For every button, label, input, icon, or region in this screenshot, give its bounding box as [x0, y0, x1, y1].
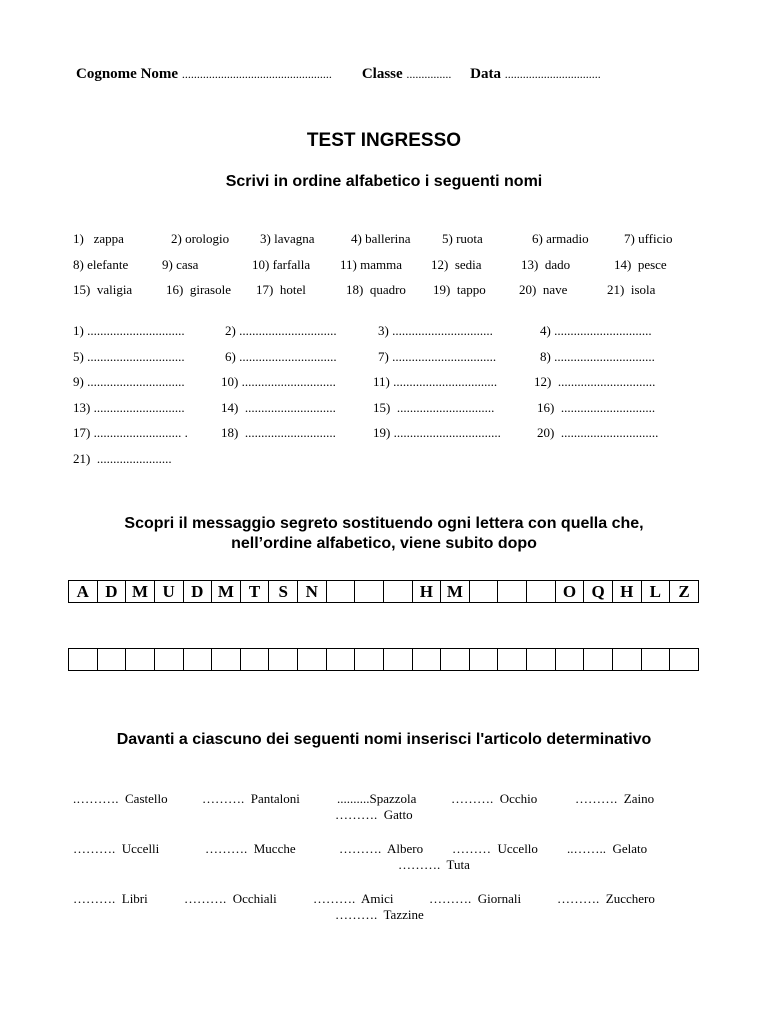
article-item[interactable]: ..…….. Gelato — [567, 841, 648, 856]
word-item: 5) ruota — [442, 231, 483, 246]
answer-letter-cell[interactable] — [641, 649, 670, 671]
article-item[interactable]: ………. Pantaloni — [202, 791, 300, 806]
article-item[interactable]: ………. Occhio — [451, 791, 538, 806]
answer-line[interactable]: 17) ........................... . — [73, 425, 188, 440]
answer-line[interactable]: 2) .............................. — [225, 323, 337, 338]
article-item[interactable]: ………. Occhiali — [184, 891, 277, 906]
date-field[interactable]: ................................ — [504, 67, 601, 81]
answer-line[interactable]: 15) .............................. — [373, 400, 495, 415]
word-item: 15) valigia — [73, 282, 133, 297]
article-item[interactable]: ………. Tuta — [398, 857, 470, 872]
word-item: 21) isola — [607, 282, 656, 297]
answer-line[interactable]: 13) ............................ — [73, 400, 185, 415]
answer-letter-cell[interactable] — [154, 649, 183, 671]
answer-letter-cell[interactable] — [584, 649, 613, 671]
word-item: 1) zappa — [73, 231, 124, 246]
page-title: TEST INGRESSO — [306, 130, 462, 151]
class-label: Classe — [361, 66, 403, 82]
article-item[interactable]: ………. Mucche — [205, 841, 296, 856]
code-letter-cell — [355, 581, 384, 603]
article-item[interactable]: ……… Uccello — [452, 841, 538, 856]
answer-letter-cell[interactable] — [97, 649, 126, 671]
article-item[interactable]: .………. Castello — [73, 791, 168, 806]
word-item: 14) pesce — [614, 257, 667, 272]
section2-heading-line1: Scopri il messaggio segreto sostituendo ogni lettera con quella che, — [124, 515, 644, 532]
word-item: 11) mamma — [340, 257, 402, 272]
word-item: 3) lavagna — [260, 231, 315, 246]
answer-line[interactable]: 14) ............................ — [221, 400, 336, 415]
name-label: Cognome Nome — [76, 66, 179, 82]
coded-message-grid — [68, 580, 699, 603]
answer-letter-cell[interactable] — [555, 649, 584, 671]
answer-letter-cell[interactable] — [298, 649, 327, 671]
word-item: 2) orologio — [171, 231, 230, 246]
answer-line[interactable]: 5) .............................. — [73, 349, 185, 364]
section2-heading — [0, 514, 768, 554]
section2-heading-line2: nell’ordine alfabetico, viene subito dopo — [231, 535, 537, 552]
code-letter-cell: Z — [670, 581, 699, 603]
answer-letter-cell[interactable] — [527, 649, 556, 671]
code-letter-cell: M — [126, 581, 155, 603]
code-letter-cell: N — [298, 581, 327, 603]
code-letter-cell: H — [612, 581, 641, 603]
answer-letter-cell[interactable] — [212, 649, 241, 671]
answer-letter-cell[interactable] — [69, 649, 98, 671]
code-letter-cell: M — [212, 581, 241, 603]
article-item[interactable]: ………. Amici — [313, 891, 394, 906]
code-letter-cell: Q — [584, 581, 613, 603]
answer-line[interactable]: 4) .............................. — [540, 323, 652, 338]
code-letter-cell: T — [240, 581, 269, 603]
answer-line[interactable]: 21) ....................... — [73, 451, 172, 466]
article-item[interactable]: ..........Spazzola — [337, 791, 417, 806]
section1-heading: Scrivi in ordine alfabetico i seguenti nomi — [225, 173, 543, 190]
code-letter-cell: H — [412, 581, 441, 603]
answer-line[interactable]: 6) .............................. — [225, 349, 337, 364]
word-item: 9) casa — [162, 257, 199, 272]
answer-line[interactable]: 1) .............................. — [73, 323, 185, 338]
answer-letter-cell[interactable] — [240, 649, 269, 671]
answer-line[interactable]: 7) ................................ — [378, 349, 497, 364]
class-field[interactable]: ............... — [406, 67, 452, 81]
word-item: 10) farfalla — [252, 257, 311, 272]
article-item[interactable]: ………. Zaino — [575, 791, 655, 806]
answer-line[interactable]: 9) .............................. — [73, 374, 185, 389]
answer-letter-cell[interactable] — [441, 649, 470, 671]
word-item: 4) ballerina — [351, 231, 411, 246]
article-item[interactable]: ………. Uccelli — [73, 841, 160, 856]
answer-letter-cell[interactable] — [326, 649, 355, 671]
code-letter-cell: M — [441, 581, 470, 603]
answer-line[interactable]: 19) ................................. — [373, 425, 501, 440]
answer-letter-cell[interactable] — [498, 649, 527, 671]
code-letter-cell: U — [154, 581, 183, 603]
answer-letter-cell[interactable] — [126, 649, 155, 671]
answer-letter-cell[interactable] — [412, 649, 441, 671]
word-item: 19) tappo — [433, 282, 486, 297]
article-item[interactable]: ………. Giornali — [429, 891, 522, 906]
word-item: 12) sedia — [431, 257, 482, 272]
word-item: 8) elefante — [73, 257, 129, 272]
word-item: 16) girasole — [166, 282, 231, 297]
answer-letter-cell[interactable] — [269, 649, 298, 671]
word-item: 13) dado — [521, 257, 571, 272]
answer-letter-cell[interactable] — [383, 649, 412, 671]
code-letter-cell — [498, 581, 527, 603]
answer-letter-cell[interactable] — [469, 649, 498, 671]
answer-line[interactable]: 8) ............................... — [540, 349, 655, 364]
word-item: 7) ufficio — [624, 231, 673, 246]
answer-letter-cell[interactable] — [183, 649, 212, 671]
code-letter-cell: D — [97, 581, 126, 603]
answer-line[interactable]: 18) ............................ — [221, 425, 336, 440]
answer-letter-cell[interactable] — [355, 649, 384, 671]
article-item[interactable]: ………. Tazzine — [335, 907, 424, 922]
article-item[interactable]: ………. Albero — [339, 841, 424, 856]
word-item: 18) quadro — [346, 282, 406, 297]
word-item: 6) armadio — [532, 231, 589, 246]
student-info-line — [76, 66, 601, 83]
code-letter-cell: O — [555, 581, 584, 603]
answer-line[interactable]: 10) ............................. — [221, 374, 336, 389]
name-field[interactable]: .................................................. — [181, 67, 332, 81]
word-item: 17) hotel — [256, 282, 306, 297]
code-letter-cell — [469, 581, 498, 603]
article-item[interactable]: ………. Zucchero — [557, 891, 655, 906]
article-item[interactable]: ………. Gatto — [335, 807, 413, 822]
code-letter-cell: L — [641, 581, 670, 603]
article-item[interactable]: ………. Libri — [73, 891, 148, 906]
code-letter-cell: S — [269, 581, 298, 603]
answer-letter-cell[interactable] — [670, 649, 699, 671]
code-letter-cell — [527, 581, 556, 603]
section3-heading: Davanti a ciascuno dei seguenti nomi inserisci l'articolo determinativo — [116, 731, 652, 748]
answer-line[interactable]: 11) ................................ — [373, 374, 498, 389]
answer-line[interactable]: 16) ............................. — [537, 400, 656, 415]
answer-line[interactable]: 20) .............................. — [537, 425, 659, 440]
code-letter-cell — [326, 581, 355, 603]
answer-line[interactable]: 3) ............................... — [378, 323, 493, 338]
code-letter-cell — [383, 581, 412, 603]
code-letter-cell: A — [69, 581, 98, 603]
code-letter-cell: D — [183, 581, 212, 603]
decoded-message-grid — [68, 648, 699, 671]
date-label: Data — [470, 66, 501, 82]
answer-line[interactable]: 12) .............................. — [534, 374, 656, 389]
answer-letter-cell[interactable] — [612, 649, 641, 671]
word-item: 20) nave — [519, 282, 568, 297]
